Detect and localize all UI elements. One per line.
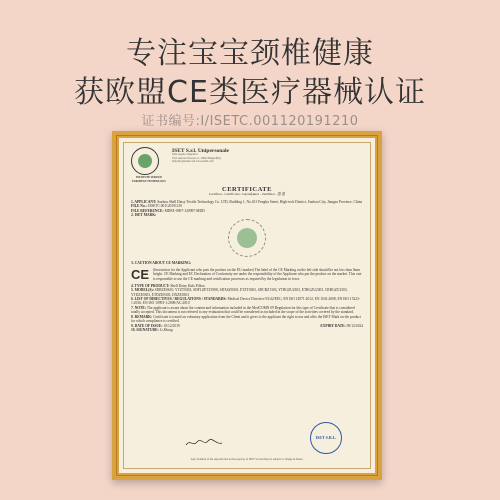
globe-seal-icon: [228, 219, 266, 257]
promo-title-line2: 获欧盟CE类医疗器械认证: [74, 75, 426, 110]
address-line: Italy info@isetsrl.com www.isetsrl.com: [172, 159, 214, 163]
certificate-number: 证书编号:I/ISETC.001120191210: [141, 114, 359, 129]
address-line: Sede Legale e Operativa:: [172, 153, 199, 157]
ce-caution-text: (Instruction for the Applicant who puts the product on the EU market) The label of the CE Marking on the left side should be not less than 5mm height. CE Marking and EC Declaration of Conformity are under the responsibility of the Applicant who put the product on the market. This one is responsible to use the CE marking and certification processes as required by the legislation in force.: [153, 267, 362, 281]
promo-title-line1: 专注宝宝颈椎健康: [126, 36, 374, 71]
certificate-body: [123, 142, 371, 469]
iset-logo-icon: [131, 147, 159, 175]
dates-field: 9. DATE OF ISSUE: 10/12/2019 EXPIRY DATE: 09/12/2024: [131, 323, 363, 328]
address-line: Via Conzorzi di Jacopo, 9 - 48022 Mugia (BA): [172, 156, 221, 160]
type-field: 4. TYPE OF PRODUCT: Shell Daisy Kids Pillow: [131, 283, 206, 288]
iset-seal: [131, 217, 363, 261]
certificate-header: [131, 147, 363, 185]
signature-icon: [184, 438, 224, 448]
ce-caution-field: 3. CAUTION ABOUT CE MARKING:: [131, 261, 192, 266]
certificate-subtitle: Certificat - Certificado- Сертификат - Zertifikat - 證 書: [208, 192, 286, 197]
applicant-field: 1. APPLICANT: Suzhou Shell Daisy Textile Technology Co. LTD, Building 1, No.431 Fenghu Street, High-tech District, Suzhou City, Jiangsu Province, China: [131, 199, 363, 204]
signature-field: 10. SIGNATURE: Li Zhang: [131, 327, 173, 332]
certificate-footer: Any violation of the reproduction is the property of ISET Srl and may be subject to change in future.: [190, 457, 304, 461]
iset-stamp: ISET S.R.L.: [310, 422, 342, 454]
note-field: 7. NOTE: The applicant is aware about the content and information included in the MedCOMN 09 Regulation for this type of Certificate that is considered totally accepted. This document is not referred to any evaluation that could be considered as included in the scope of the activities covered by the standard.: [131, 305, 355, 315]
logo-caption: INSTITUTE SERVICE EUROPEAN TECHNOLOGY: [131, 176, 167, 184]
models-field: 5. MODEL(S): SDRZE0610, YTZT0303, SDFLZETZ1908, SDXSZ0303, ETZT0303, SDCRZ1303, YTRGZU2303, ETRGZU2303, CRRGZU2303, YTDZE0303, ETDZE0303, DXZE0303: [131, 288, 348, 297]
ce-mark-icon: CE: [131, 266, 150, 282]
company-name: ISET S.r.l. Unipersonale: [172, 148, 230, 154]
certificate-document: [112, 131, 382, 480]
iset-mark-field: 2. ISET MARK:: [131, 213, 157, 218]
certificate-title: CERTIFICATE: [222, 186, 272, 193]
file-no-field: FILE No.: I/ISETC.001120191210: [131, 204, 183, 209]
file-reference-field: FILE REFERENCE: MDEE-0907-120097-MDD: [131, 208, 205, 213]
directives-field: 6. LIST OF DIRECTIVES / REGULATIONS / STANDARDS: Medical Device Directive 93/42/EEC; EN ISO 14971:2012, EN 1041:2008, EN ISO 15223-1:2016, EN ISO 10993-1:2009/AC:2010: [131, 297, 361, 306]
remark-field: 8. REMARK: Certificate is issued on voluntary application from the Client and it gives to the applicant the right to use and affix the ISET Mark on the product for which compliance is certified.: [131, 314, 361, 324]
